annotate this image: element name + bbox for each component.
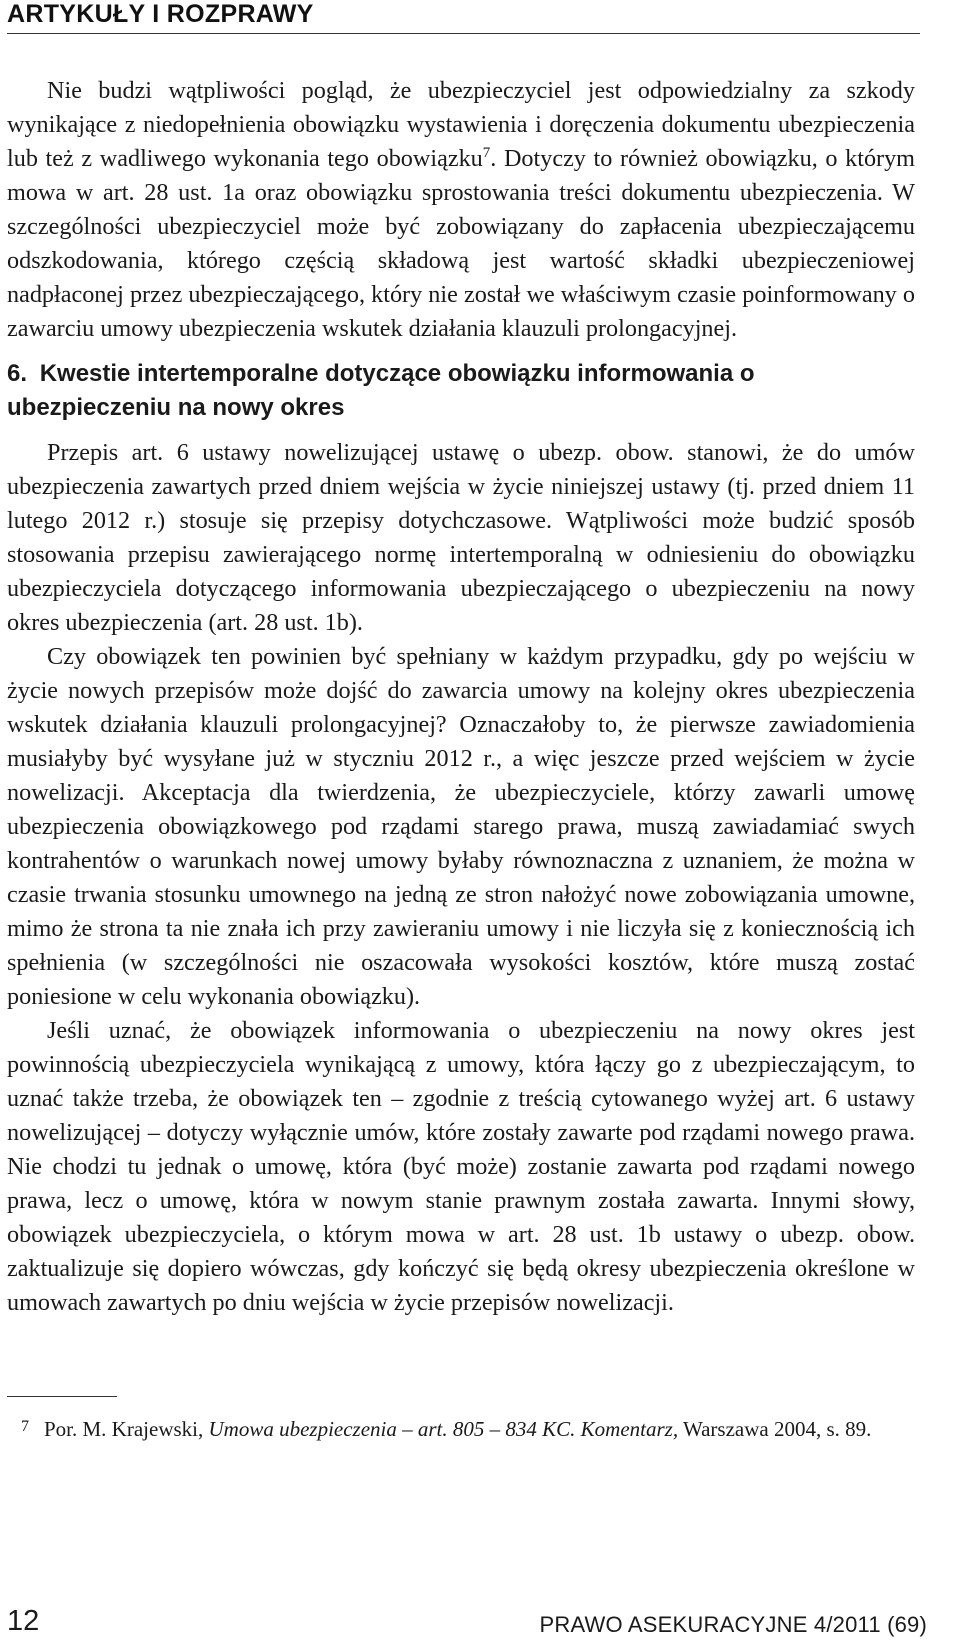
footnote-number: 7 xyxy=(21,1418,29,1435)
footnote-cited-title: Umowa ubezpieczenia – art. 805 – 834 KC. Komentarz, xyxy=(208,1417,679,1441)
section-heading xyxy=(7,357,915,425)
paragraph-4: Jeśli uznać, że obowiązek informowania o ubezpieczeniu na nowy okres jest powinnością ubezpieczyciela wynikającą z umowy, która łączy go z ubezpieczającym, to uznać także trzeba, że obowiązek ten – zgodnie z treścią cytowanego wyżej art. 6 ustawy nowelizującej – dotyczy wyłącznie umów, które zostały zawarte pod rządami nowego prawa. Nie chodzi tu jednak o umowę, która (być może) zostanie zawarta pod rządami nowego prawa, lecz o umowę, która w nowym stanie prawnym została zawarta. Innymi słowy, obowiązek ubezpieczyciela, o którym mowa w art. 28 ust. 1b ustawy o ubezp. obow. zaktualizuje się dopiero wówczas, gdy kończyć się będą okresy ubezpieczenia określone w umowach zawartych po dniu wejścia w życie przepisów nowelizacji. xyxy=(7,1017,915,1316)
page-number: 12 xyxy=(7,1605,40,1637)
journal-name: PRAWO ASEKURACYJNE 4/2011 (69) xyxy=(539,1612,927,1637)
section-number: 6. xyxy=(7,360,28,387)
paragraph-1 xyxy=(7,74,915,346)
running-header: ARTYKUŁY I ROZPRAWY xyxy=(7,0,314,28)
header-rule xyxy=(7,33,920,34)
paragraph-2: Przepis art. 6 ustawy nowelizującej ustawę o ubezp. obow. stanowi, że do umów ubezpieczenia zawartych przed dniem wejścia w życie niniejszej ustawy (tj. przed dniem 11 lutego 2012 r.) stosuje się przepisy dotychczasowe. Wątpliwości może budzić sposób stosowania przepisu zawierającego normę intertemporalną w odniesieniu do obowiązku ubezpieczyciela dotyczącego informowania ubezpieczającego o ubezpieczeniu na nowy okres ubezpieczenia (art. 28 ust. 1b). xyxy=(7,439,915,636)
footnote-text-a: Por. M. Krajewski, xyxy=(44,1417,209,1441)
paragraph-1-text-b: . Dotyczy to również obowiązku, o którym mowa w art. 28 ust. 1a oraz obowiązku sprostowania treści dokumentu ubezpieczenia. W szczególności ubezpieczyciel może być zobowiązany do zapłacenia ubezpieczającemu odszkodowania, którego częścią składową jest wartość składki ubezpieczeniowej nadpłaconej przez ubezpieczającego, który nie został we właściwym czasie poinformowany o zawarciu umowy ubezpieczenia wskutek działania klauzuli prolongacyjnej. xyxy=(7,145,915,342)
section-title: Kwestie intertemporalne dotyczące obowiązku informowania o ubezpieczeniu na nowy okres xyxy=(7,360,755,421)
paragraph-3: Czy obowiązek ten powinien być spełniany w każdym przypadku, gdy po wejściu w życie nowych przepisów może dojść do zawarcia umowy na kolejny okres ubezpieczenia wskutek działania klauzuli prolongacyjnej? Oznaczałoby to, że pierwsze zawiadomienia musiałyby być wysyłane już w styczniu 2012 r., a więc jeszcze przed wejściem w życie nowelizacji. Akceptacja dla twierdzenia, że ubezpieczyciele, którzy zawarli umowę ubezpieczenia obowiązkowego pod rządami starego prawa, muszą zawiadamiać swych kontrahentów o warunkach nowej umowy byłaby równoznaczna z uznaniem, że można w czasie trwania stosunku umownego na jedną ze stron nałożyć nowe zobowiązania umowne, mimo że strona ta nie znała ich przy zawieraniu umowy i nie liczyła się z koniecznością ich spełnienia (w szczególności nie oszacowała wysokości kosztów, które muszą zostać poniesione w celu wykonania obowiązku). xyxy=(7,643,915,1010)
paragraph-1-text-a: Nie budzi wątpliwości pogląd, że ubezpieczyciel jest odpowiedzialny za szkody wynikające z niedopełnienia obowiązku wystawienia i doręczenia dokumentu ubezpieczenia lub też z wadliwego wykonania tego obowiązku xyxy=(7,77,915,172)
footnote-reference: 7 xyxy=(482,145,491,161)
footnote-text-b: Warszawa 2004, s. 89. xyxy=(678,1417,872,1441)
article-body xyxy=(7,74,915,1320)
footnote xyxy=(7,1413,912,1443)
footnote-rule xyxy=(7,1396,117,1397)
